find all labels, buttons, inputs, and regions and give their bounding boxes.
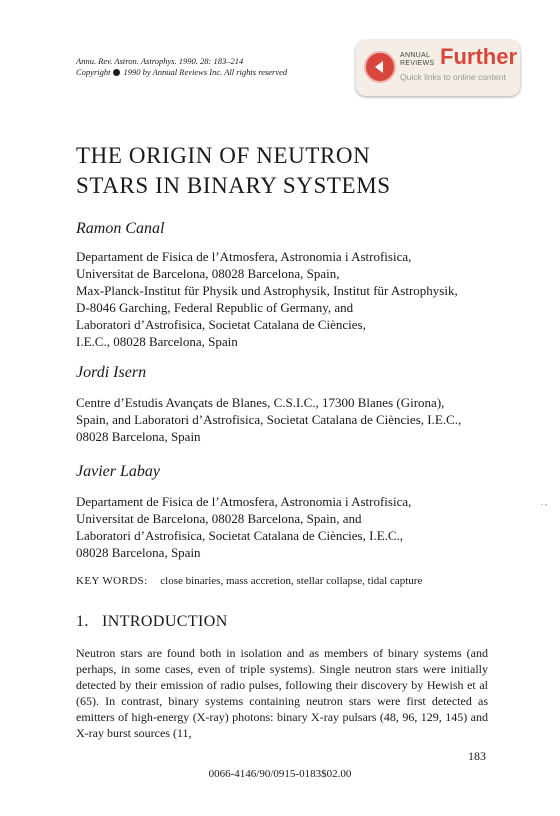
keywords — [76, 575, 422, 587]
keywords-label: KEY WORDS: — [76, 575, 148, 587]
copyright-label: Copyright — [76, 67, 111, 77]
keywords-text: close binaries, mass accretion, stellar collapse, tidal capture — [160, 575, 423, 587]
arrow-left-icon — [364, 51, 396, 83]
author-affiliation: Centre d’Estudis Avançats de Blanes, C.S.I.C., 17300 Blanes (Girona), Spain, and Laboratori d’Astrofisica, Societat Catalana de Ciències, I.E.C., 08028 Barcelona, Spain — [76, 395, 462, 444]
journal-header — [76, 56, 287, 78]
margin-mark: . , — [541, 498, 547, 507]
title-line-2: STARS IN BINARY SYSTEMS — [76, 173, 391, 198]
further-label: Further — [440, 44, 517, 69]
copyright-icon — [113, 69, 120, 76]
journal-citation: Annu. Rev. Astron. Astrophys. 1990. 28: 183–214 — [76, 56, 244, 66]
intro-paragraph: Neutron stars are found both in isolation and as members of binary systems (and perhaps, in some cases, even of triple systems). Single neutron stars were initially detected by their emission of radio pulses, following their discovery by Hewish et al (65). In contrast, binary systems containing neutron stars were first detected as emitters of high-energy (X-ray) photons: binary X-ray pulsars (48, 96, 129, 145) and X-ray burst sources (11, — [76, 646, 488, 740]
further-badge[interactable] — [356, 40, 520, 96]
section-heading: 1. INTRODUCTION — [76, 613, 228, 630]
author-affiliation: Departament de Fisica de l’Atmosfera, Astronomia i Astrofisica, Universitat de Barcelona, 08028 Barcelona, Spain, and Laboratori d’Astrofisica, Societat Catalana de Ciències, I.E.C., 08028 Barcelona, Spain — [76, 494, 412, 560]
article-title — [76, 141, 391, 201]
author-affiliation: Departament de Fisica de l’Atmosfera, Astronomia i Astrofisica, Universitat de Barcelona, 08028 Barcelona, Spain, Max-Planck-Institut für Physik und Astrophysik, Institut für Astrophysik, D-8046 Garching, Federal Republic of Germany, and Laboratori d’Astrofisica, Societat Catalana de Ciències, I.E.C., 08028 Barcelona, Spain — [76, 249, 458, 349]
further-subtitle: Quick links to online content — [400, 72, 506, 82]
copyright-line — [76, 67, 287, 78]
author-name: Javier Labay — [76, 463, 160, 480]
copyright-text: 1990 by Annual Reviews Inc. All rights reserved — [123, 67, 288, 77]
annual-reviews-logo: ANNUAL REVIEWS — [400, 52, 435, 67]
title-line-1: THE ORIGIN OF NEUTRON — [76, 143, 371, 168]
author-name: Ramon Canal — [76, 220, 165, 237]
page-number: 183 — [468, 749, 486, 763]
footer-code: 0066-4146/90/0915-0183$02.00 — [208, 768, 352, 780]
author-name: Jordi Isern — [76, 364, 147, 381]
